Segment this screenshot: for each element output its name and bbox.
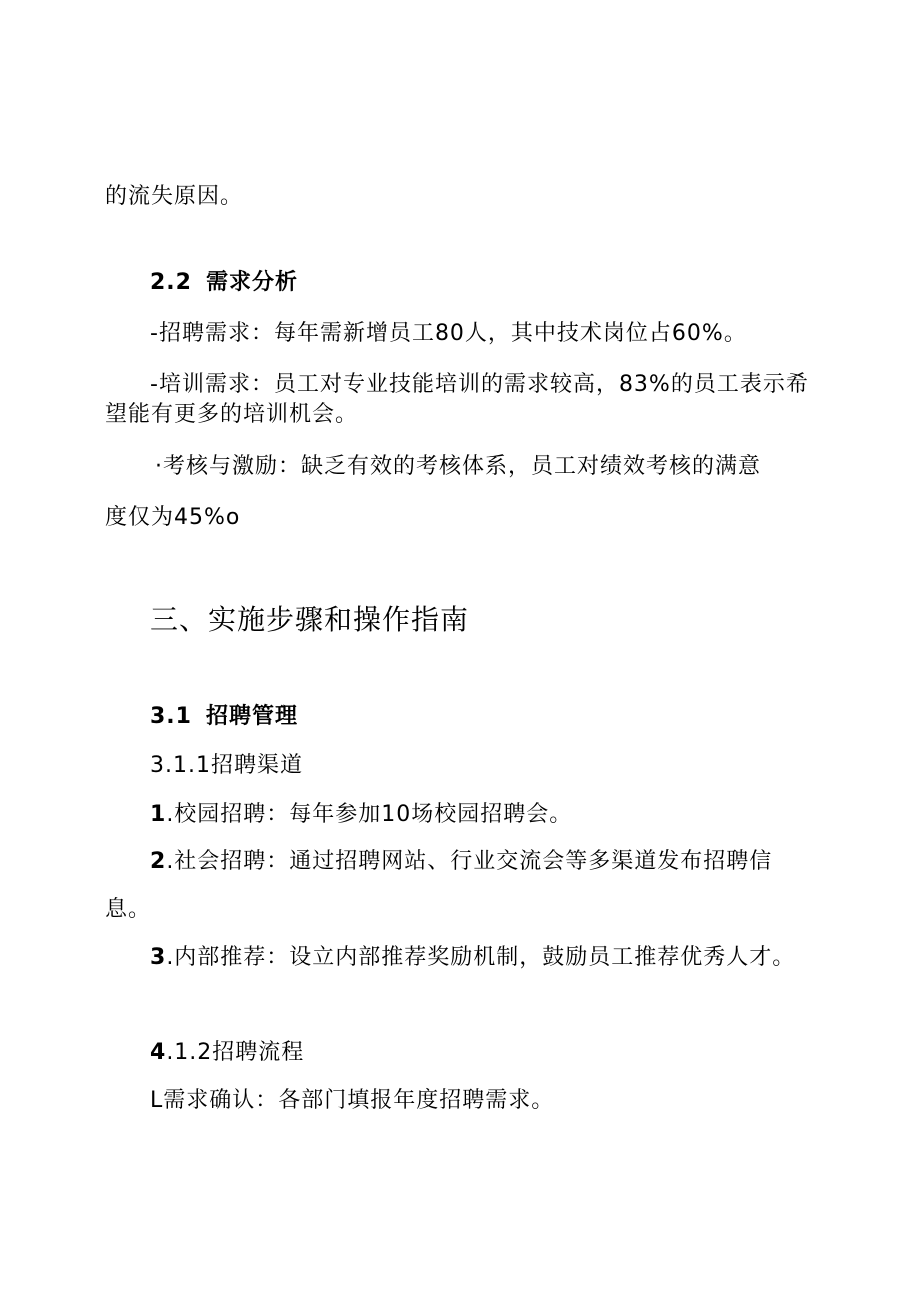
item-text: .1.2招聘流程 xyxy=(166,1040,305,1065)
channel-item xyxy=(150,848,772,876)
section-title: 招聘管理 xyxy=(205,704,298,729)
channel-item xyxy=(150,944,795,972)
item-text: .校园招聘：每年参加10场校园招聘会。 xyxy=(166,802,573,827)
recruit-demand-item: -招聘需求：每年需新增员工80人，其中技术岗位占60%。 xyxy=(150,321,747,346)
section-number: 3.1 xyxy=(150,704,192,729)
item-text: .社会招聘：通过招聘网站、行业交流会等多渠道发布招聘信 xyxy=(166,849,773,874)
item-text: .内部推荐：设立内部推荐奖励机制，鼓励员工推荐优秀人才。 xyxy=(166,945,796,970)
training-demand-item: -培训需求：员工对专业技能培训的需求较高，83%的员工表示希 xyxy=(150,372,809,397)
training-demand-item-cont: 望能有更多的培训机会。 xyxy=(105,402,359,427)
subsection-3-1-2-title xyxy=(150,1039,304,1067)
item-number: 3 xyxy=(150,945,167,970)
assessment-item: ·考核与激励：缺乏有效的考核体系，员工对绩效考核的满意 xyxy=(155,454,761,479)
section-title: 需求分析 xyxy=(205,270,298,295)
section-3-1-heading xyxy=(150,703,298,731)
chapter-3-title: 三、实施步骤和操作指南 xyxy=(150,603,470,636)
channel-item-cont: 息。 xyxy=(105,897,152,922)
section-number: 2.2 xyxy=(150,270,192,295)
section-2-2-heading xyxy=(150,269,298,297)
continuation-text: 的流失原因。 xyxy=(105,184,244,209)
subsection-3-1-1-title: 3.1.1招聘渠道 xyxy=(150,753,303,778)
assessment-item-cont: 度仅为45%o xyxy=(105,505,241,530)
process-item: L需求确认：各部门填报年度招聘需求。 xyxy=(150,1088,555,1113)
item-number: 1 xyxy=(150,802,167,827)
item-number: 2 xyxy=(150,849,167,874)
channel-item xyxy=(150,801,572,829)
item-number: 4 xyxy=(150,1040,167,1065)
